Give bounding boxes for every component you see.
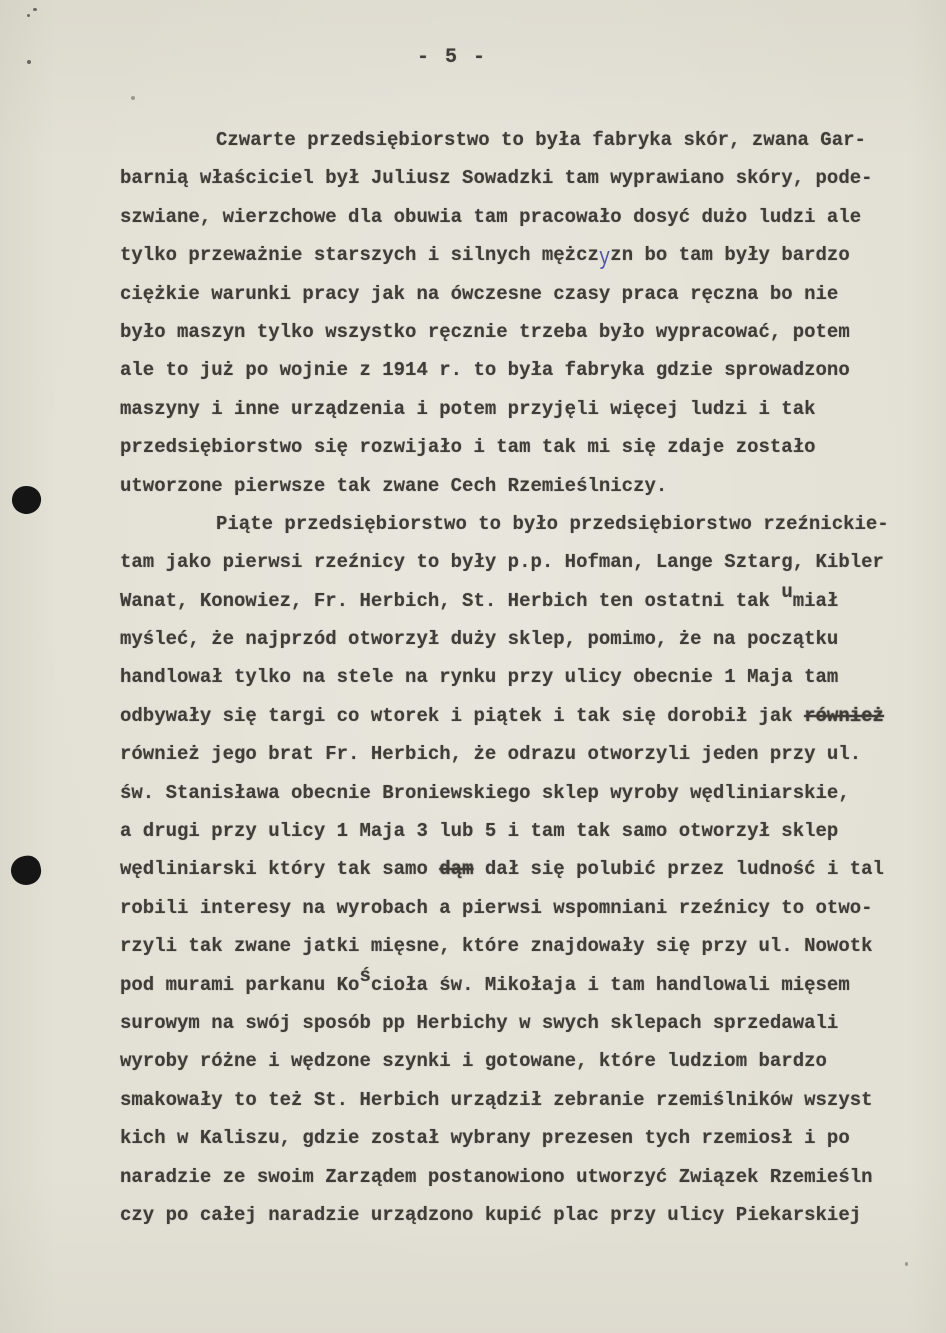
paragraph <box>120 121 910 505</box>
typed-text: Wanat, Konowiez, Fr. Herbich, St. Herbich ten ostatni tak <box>120 589 782 612</box>
typed-text: zn bo tam były bardzo <box>610 244 850 267</box>
paper-speck <box>905 1262 908 1266</box>
text-line <box>120 159 910 197</box>
text-line <box>120 1196 910 1234</box>
typed-text: cioła św. Mikołaja i tam handlowali mięsem <box>370 973 850 996</box>
text-line <box>120 927 910 965</box>
text-line <box>120 543 910 581</box>
text-line <box>120 889 910 927</box>
typed-text: również jego brat Fr. Herbich, że odrazu otworzyli jeden przy ul. <box>120 743 862 766</box>
typed-text: ale to już po wojnie z 1914 r. to była fabryka gdzie sprowadzono <box>120 359 850 382</box>
typed-text: kich w Kaliszu, gdzie został wybrany prezesen tych rzemiosł i po <box>120 1127 850 1150</box>
typed-text: odbywały się targi co wtorek i piątek i tak się dorobił jak <box>120 704 805 727</box>
text-line <box>120 735 910 773</box>
text-line <box>120 428 910 466</box>
typed-text: myśleć, że najprzód otworzył duży sklep, pomimo, że na początku <box>120 628 839 651</box>
hole-punch-mark-top <box>10 484 43 516</box>
typed-text: utworzone pierwsze tak zwane Cech Rzemieślniczy. <box>120 474 668 497</box>
text-line <box>120 658 910 696</box>
typed-text: a drugi przy ulicy 1 Maja 3 lub 5 i tam tak samo otworzył sklep <box>120 820 839 843</box>
typed-text: surowym na swój sposób pp Herbichy w swych sklepach sprzedawali <box>120 1011 839 1034</box>
raised-char: ś <box>359 965 371 988</box>
text-line <box>120 275 910 313</box>
text-line <box>120 697 910 735</box>
typed-text: Piąte przedsiębiorstwo to było przedsiębiorstwo rzeźnickie- <box>216 512 889 535</box>
typed-text: wędliniarski który tak samo <box>120 858 440 881</box>
typed-text: miał <box>792 589 839 612</box>
paragraph <box>120 505 910 1234</box>
text-line <box>120 505 910 543</box>
typed-text: rzyli tak zwane jatki mięsne, które znajdowały się przy ul. Nowotk <box>120 935 873 958</box>
text-line <box>120 774 910 812</box>
typed-text: było maszyn tylko wszystko ręcznie trzeba było wypracować, potem <box>120 320 850 343</box>
typed-text: przedsiębiorstwo się rozwijało i tam tak mi się zdaje zostało <box>120 436 816 459</box>
typed-text: ciężkie warunki pracy jak na ówczesne czasy praca ręczna bo nie <box>120 282 839 305</box>
text-line <box>120 812 910 850</box>
typed-text: wyroby różne i wędzone szynki i gotowane, które ludziom bardzo <box>120 1050 827 1073</box>
raised-char: u <box>781 581 793 604</box>
text-line <box>120 390 910 428</box>
typed-text: robili interesy na wyrobach a pierwsi wspomniani rzeźnicy to otwo- <box>120 896 873 919</box>
handwritten-correction: y <box>598 244 611 272</box>
text-line <box>120 966 910 1004</box>
text-line <box>120 582 910 620</box>
text-line <box>120 1119 910 1157</box>
text-line <box>120 313 910 351</box>
text-line <box>120 1004 910 1042</box>
paper-speck <box>27 60 31 64</box>
paper-speck <box>131 96 135 100</box>
text-line <box>120 121 910 159</box>
text-body <box>120 121 910 1234</box>
typed-text: św. Stanisława obecnie Broniewskiego sklep wyroby wędliniarskie, <box>120 781 850 804</box>
typed-text: barnią właściciel był Juliusz Sowadzki tam wyprawiano skóry, pode- <box>120 167 873 190</box>
struck-word: dąm <box>439 858 474 881</box>
text-line <box>120 1042 910 1080</box>
typed-text: tam jako pierwsi rzeźnicy to były p.p. Hofman, Lange Sztarg, Kibler <box>120 551 884 574</box>
typed-text: smakowały to też St. Herbich urządził zebranie rzemiślników wszyst <box>120 1088 873 1111</box>
text-line <box>120 1158 910 1196</box>
text-line <box>120 351 910 389</box>
hole-punch-mark-bottom <box>8 853 43 888</box>
text-line <box>120 236 910 274</box>
text-line <box>120 620 910 658</box>
struck-word: również <box>804 704 884 727</box>
text-line <box>120 467 910 505</box>
typed-text: naradzie ze swoim Zarządem postanowiono utworzyć Związek Rzemieśln <box>120 1165 873 1188</box>
typed-text: szwiane, wierzchowe dla obuwia tam pracowało dosyć dużo ludzi ale <box>120 205 862 228</box>
paper-speck <box>33 8 37 11</box>
text-line <box>120 1081 910 1119</box>
typed-text: czy po całej naradzie urządzono kupić plac przy ulicy Piekarskiej <box>120 1203 862 1226</box>
typed-text: pod murami parkanu Ko <box>120 973 360 996</box>
page-number: - 5 - <box>416 46 488 69</box>
paper-speck <box>27 14 30 17</box>
typed-text: tylko przeważnie starszych i silnych mężcz <box>120 244 599 267</box>
typed-text: handlował tylko na stele na rynku przy ulicy obecnie 1 Maja tam <box>120 666 839 689</box>
text-line <box>120 198 910 236</box>
typed-text: dał się polubić przez ludność i tal <box>473 858 884 881</box>
typed-text: Czwarte przedsiębiorstwo to była fabryka skór, zwana Gar- <box>216 129 866 151</box>
text-line <box>120 850 910 888</box>
typed-text: maszyny i inne urządzenia i potem przyjęli więcej ludzi i tak <box>120 397 816 420</box>
